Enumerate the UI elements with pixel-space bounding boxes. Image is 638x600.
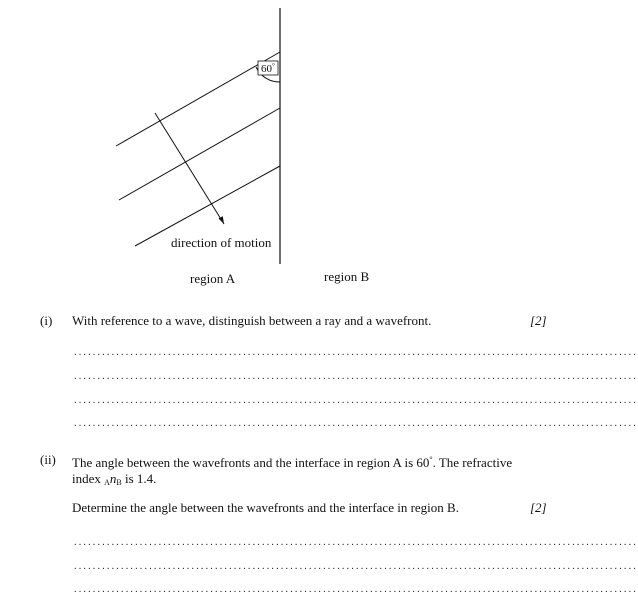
- part-number: (i): [40, 313, 53, 328]
- answer-line-ii-2[interactable]: ........................................................................................................................: [74, 561, 638, 572]
- direction-of-motion-label: direction of motion: [171, 235, 272, 250]
- answer-line-i-4[interactable]: ........................................................................................................................: [74, 418, 638, 429]
- angle-label: 60°: [261, 62, 275, 75]
- region-b-label: region B: [324, 269, 370, 284]
- question-text: The angle between the wavefronts and the interface in region A is 60°. The refractive index $_An_B$ is 1.4.: [72, 455, 513, 487]
- marks: [2]: [530, 313, 547, 328]
- wavefront-1: [116, 52, 280, 146]
- question-text: Determine the angle between the wavefronts and the interface in region B.: [72, 500, 459, 515]
- wavefront-2: [119, 108, 280, 200]
- answer-line-i-2[interactable]: ........................................................................................................................: [74, 371, 638, 382]
- part-number: (ii): [40, 452, 56, 467]
- answer-line-ii-3[interactable]: ........................................................................................................................: [74, 584, 638, 595]
- marks: [2]: [530, 500, 547, 515]
- ray-line: [155, 113, 224, 224]
- answer-line-i-1[interactable]: ........................................................................................................................: [74, 347, 638, 358]
- refraction-diagram: [0, 0, 572, 300]
- question-text: With reference to a wave, distinguish between a ray and a wavefront.: [72, 313, 432, 328]
- answer-line-i-3[interactable]: ........................................................................................................................: [74, 395, 638, 406]
- answer-line-ii-1[interactable]: ........................................................................................................................: [74, 537, 638, 548]
- region-a-label: region A: [190, 271, 236, 286]
